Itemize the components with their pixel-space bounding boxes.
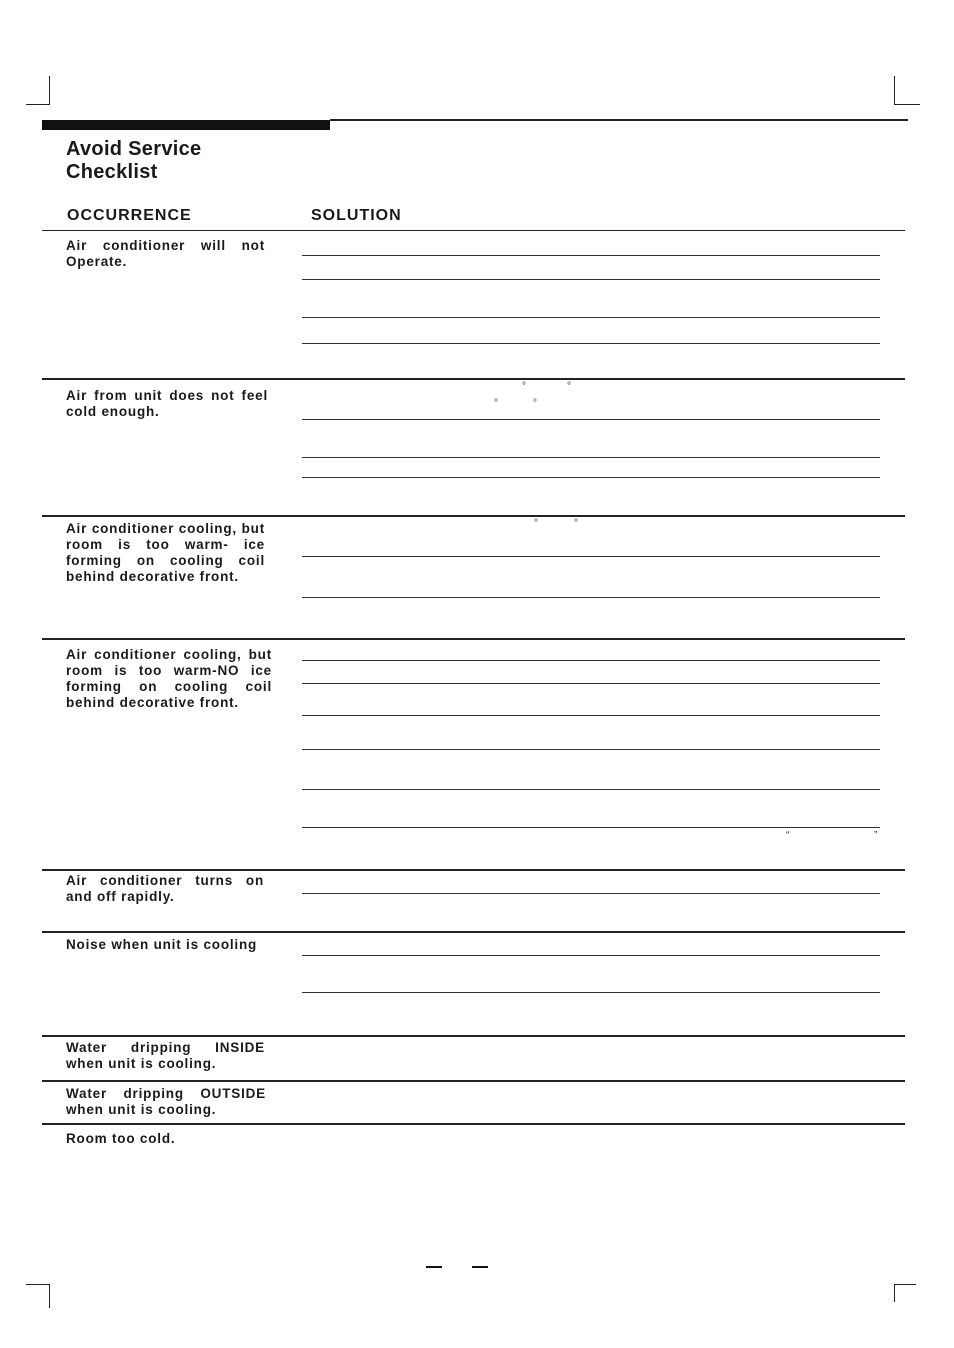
solution-rule <box>302 279 880 280</box>
crop-mark-bottom-left-v <box>49 1284 50 1308</box>
solution-rule <box>302 893 880 894</box>
section-rule <box>42 1123 905 1125</box>
title-line-2: Checklist <box>66 161 158 183</box>
section-rule <box>42 931 905 933</box>
section-rule <box>42 638 905 640</box>
crop-mark-top-left-h <box>26 104 50 105</box>
solution-rule <box>302 827 880 828</box>
solution-rule <box>302 556 880 557</box>
solution-rule <box>302 343 880 344</box>
solution-rule <box>302 317 880 318</box>
solution-rule <box>302 597 880 598</box>
solution-rule <box>302 789 880 790</box>
occurrence-item: Water dripping OUTSIDE when unit is cooling. <box>66 1086 266 1117</box>
header-thick-bar <box>42 120 330 130</box>
crop-mark-top-right-h <box>894 104 920 105</box>
solution-rule <box>302 477 880 478</box>
section-rule <box>42 1035 905 1037</box>
solution-rule <box>302 955 880 956</box>
solution-header: SOLUTION <box>311 207 402 224</box>
occurrence-item: Noise when unit is cooling <box>66 937 258 952</box>
header-rule <box>330 119 908 121</box>
crop-mark-bottom-right-v <box>894 1284 895 1302</box>
degree-mark: ° <box>522 381 526 392</box>
degree-mark: ° <box>567 381 571 392</box>
degree-mark: ° <box>494 398 498 409</box>
occurrence-item: Air conditioner will not Operate. <box>66 238 265 269</box>
section-rule <box>42 869 905 871</box>
occurrence-item: Air from unit does not feel cold enough. <box>66 388 268 419</box>
crop-mark-top-right-v <box>894 76 895 104</box>
section-rule <box>42 1080 905 1082</box>
section-rule <box>42 515 905 517</box>
section-rule <box>42 230 905 231</box>
occurrence-header: OCCURRENCE <box>67 207 192 224</box>
solution-rule <box>302 255 880 256</box>
occurrence-item: Air conditioner cooling, but room is too warm- ice forming on cooling coil behind decorative front. <box>66 521 265 584</box>
page-title <box>66 138 201 184</box>
footer-dash-left <box>426 1266 442 1268</box>
solution-rule <box>302 457 880 458</box>
solution-rule <box>302 660 880 661</box>
occurrence-item: Air conditioner turns on and off rapidly. <box>66 873 264 904</box>
crop-mark-bottom-right-h <box>894 1284 916 1285</box>
occurrence-item: Water dripping INSIDE when unit is cooling. <box>66 1040 265 1071</box>
degree-mark: ° <box>534 518 538 529</box>
degree-mark: ° <box>574 518 578 529</box>
solution-rule <box>302 749 880 750</box>
occurrence-item: Air conditioner cooling, but room is too warm-NO ice forming on cooling coil behind decorative front. <box>66 647 272 710</box>
solution-rule <box>302 683 880 684</box>
solution-rule <box>302 419 880 420</box>
solution-rule <box>302 715 880 716</box>
open-quote-mark: “ <box>786 830 790 841</box>
section-rule <box>42 378 905 380</box>
close-quote-mark: ” <box>874 830 878 841</box>
crop-mark-bottom-left-h <box>26 1284 50 1285</box>
degree-mark: ° <box>533 398 537 409</box>
occurrence-item: Room too cold. <box>66 1131 176 1146</box>
footer-dash-right <box>472 1266 488 1268</box>
solution-rule <box>302 992 880 993</box>
title-line-1: Avoid Service <box>66 138 202 160</box>
crop-mark-top-left-v <box>49 76 50 104</box>
